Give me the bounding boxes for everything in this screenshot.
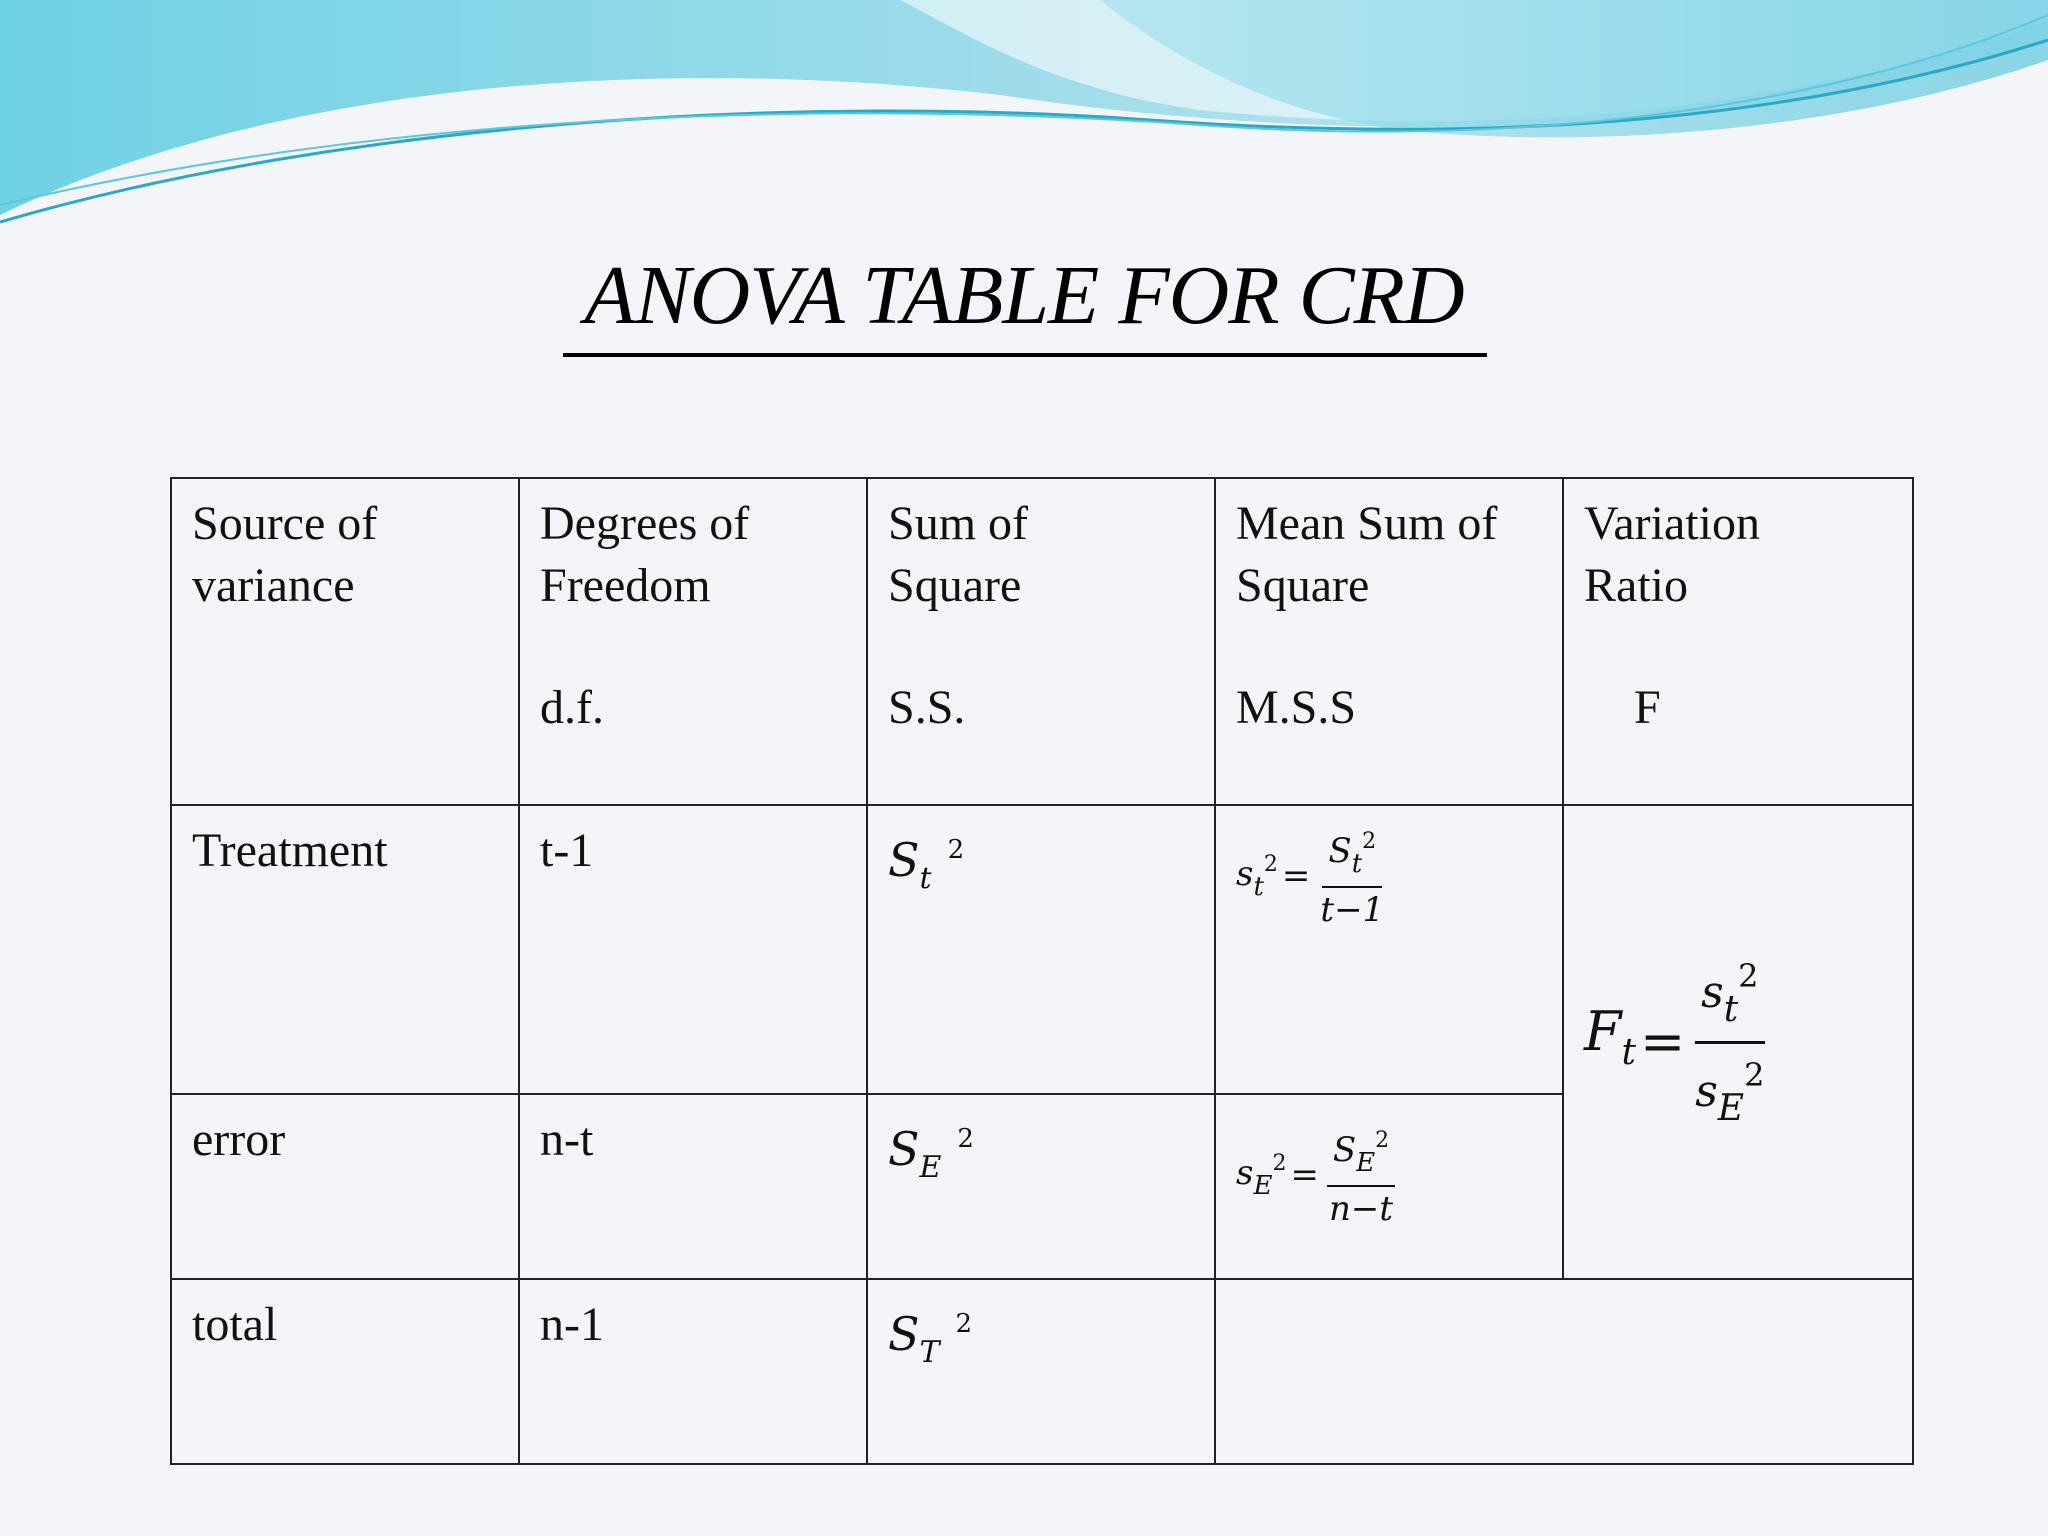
header-df: Degrees of Freedom d.f. (519, 478, 867, 805)
page-title: ANOVA TABLE FOR CRD (584, 249, 1464, 342)
row-total-source: total (171, 1279, 519, 1464)
header-ss-abbr: S.S. (888, 681, 966, 734)
header-mss-abbr: M.S.S (1236, 681, 1357, 734)
row-error-source: error (171, 1094, 519, 1279)
header-source: Source of variance (171, 478, 519, 805)
row-error-mss: $s_E^2$ = $\frac{S_E^2}{n-t}$ (1215, 1094, 1563, 1279)
f-ratio-cell (1563, 805, 1913, 1279)
table-header-row (171, 478, 1913, 805)
header-ss: Sum of Square S.S. (867, 478, 1215, 805)
row-error-df: n-t (519, 1094, 867, 1279)
row-total-ss: $S_T^2$ (867, 1279, 1215, 1464)
header-mss: Mean Sum of Square M.S.S (1215, 478, 1563, 805)
header-df-abbr: d.f. (540, 681, 604, 734)
table-row (171, 1279, 1913, 1464)
row-treatment-source: Treatment (171, 805, 519, 1094)
decorative-wave-banner (0, 0, 2048, 240)
row-treatment-df: t-1 (519, 805, 867, 1094)
row-treatment-ss: $S_t^2$ (867, 805, 1215, 1094)
row-total-df: n-1 (519, 1279, 867, 1464)
title-underline (563, 353, 1487, 357)
row-treatment-mss: $s_t^2$ = $\frac{S_t^2}{t-1}$ (1215, 805, 1563, 1094)
row-error-ss: $S_E^2$ (867, 1094, 1215, 1279)
header-f-abbr: F (1634, 681, 1661, 734)
header-f: Variation Ratio F (1563, 478, 1913, 805)
f-ratio-formula: $F_t$ = $\frac{s_t^2}{s_E^2}$ (1584, 945, 1892, 1140)
table-row (171, 805, 1913, 1094)
row-total-empty (1215, 1279, 1913, 1464)
anova-table (170, 477, 1914, 1465)
